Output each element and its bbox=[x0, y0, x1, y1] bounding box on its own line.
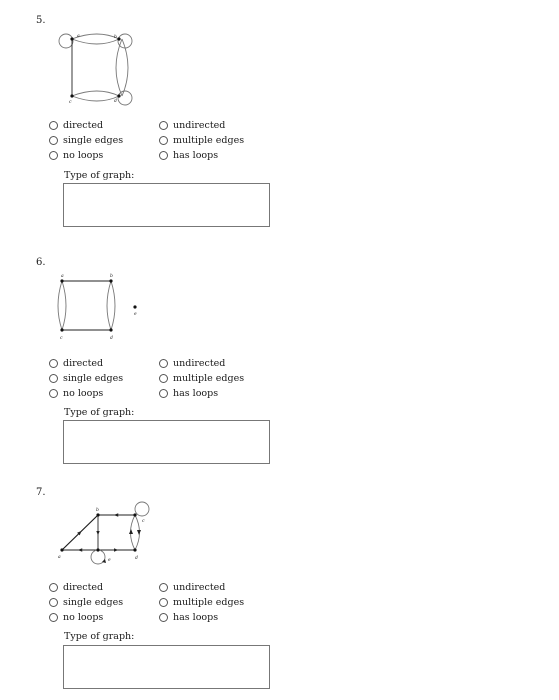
option-multiple-edges[interactable] bbox=[159, 595, 244, 609]
option-label: no loops bbox=[63, 387, 104, 399]
option-single-edges[interactable] bbox=[49, 133, 123, 147]
option-multiple-edges[interactable] bbox=[159, 371, 244, 385]
graph-6-svg bbox=[50, 270, 145, 345]
answer-box[interactable] bbox=[63, 420, 270, 464]
vertex-label-a: a bbox=[77, 34, 80, 39]
answer-label: Type of graph: bbox=[64, 631, 135, 642]
problem-number: 7. bbox=[36, 487, 46, 498]
answer-box[interactable] bbox=[63, 183, 270, 227]
radio-single-edges[interactable] bbox=[49, 598, 58, 607]
option-label: directed bbox=[63, 581, 104, 593]
option-undirected[interactable] bbox=[159, 356, 225, 370]
edge-bd-2 bbox=[111, 281, 115, 330]
vertex-label-e: e bbox=[134, 312, 137, 317]
vertex-c bbox=[133, 513, 136, 516]
option-no-loops[interactable] bbox=[49, 148, 103, 162]
radio-has-loops[interactable] bbox=[159, 613, 168, 622]
option-has-loops[interactable] bbox=[159, 610, 218, 624]
loop-d bbox=[118, 91, 132, 105]
arrow-c-to-d bbox=[137, 530, 141, 535]
radio-no-loops[interactable] bbox=[49, 389, 58, 398]
radio-single-edges[interactable] bbox=[49, 374, 58, 383]
graph-5-svg bbox=[50, 28, 140, 110]
graph-7-svg bbox=[50, 495, 160, 575]
option-label: multiple edges bbox=[173, 596, 245, 608]
vertex-d bbox=[109, 328, 112, 331]
vertex-label-a: a bbox=[61, 274, 64, 279]
vertex-d bbox=[117, 94, 120, 97]
option-multiple-edges[interactable] bbox=[159, 133, 244, 147]
option-label: undirected bbox=[173, 119, 226, 131]
vertex-e bbox=[133, 305, 136, 308]
option-directed[interactable] bbox=[49, 118, 103, 132]
radio-has-loops[interactable] bbox=[159, 389, 168, 398]
vertex-a bbox=[60, 548, 63, 551]
radio-multiple-edges[interactable] bbox=[159, 136, 168, 145]
edge-ac-2 bbox=[62, 281, 66, 330]
radio-single-edges[interactable] bbox=[49, 136, 58, 145]
radio-directed[interactable] bbox=[49, 121, 58, 130]
edge-cd-2 bbox=[72, 96, 119, 101]
option-directed[interactable] bbox=[49, 356, 103, 370]
radio-multiple-edges[interactable] bbox=[159, 374, 168, 383]
graph-figure bbox=[50, 270, 145, 345]
vertex-label-e: e bbox=[108, 558, 111, 563]
option-label: multiple edges bbox=[173, 134, 245, 146]
vertex-label-d: d bbox=[135, 556, 138, 561]
radio-directed[interactable] bbox=[49, 583, 58, 592]
vertex-d bbox=[133, 548, 136, 551]
option-undirected[interactable] bbox=[159, 118, 225, 132]
radio-no-loops[interactable] bbox=[49, 613, 58, 622]
option-label: no loops bbox=[63, 149, 104, 161]
radio-undirected[interactable] bbox=[159, 121, 168, 130]
option-single-edges[interactable] bbox=[49, 371, 123, 385]
option-single-edges[interactable] bbox=[49, 595, 123, 609]
radio-undirected[interactable] bbox=[159, 359, 168, 368]
option-label: has loops bbox=[173, 611, 219, 623]
edge-bd-1 bbox=[107, 281, 111, 330]
option-label: has loops bbox=[173, 387, 219, 399]
radio-has-loops[interactable] bbox=[159, 151, 168, 160]
option-directed[interactable] bbox=[49, 580, 103, 594]
radio-no-loops[interactable] bbox=[49, 151, 58, 160]
option-label: directed bbox=[63, 119, 104, 131]
option-label: no loops bbox=[63, 611, 104, 623]
vertex-c bbox=[60, 328, 63, 331]
option-no-loops[interactable] bbox=[49, 610, 103, 624]
option-label: single edges bbox=[63, 134, 124, 146]
radio-undirected[interactable] bbox=[159, 583, 168, 592]
radio-multiple-edges[interactable] bbox=[159, 598, 168, 607]
answer-label: Type of graph: bbox=[64, 170, 135, 181]
option-has-loops[interactable] bbox=[159, 148, 218, 162]
vertex-a bbox=[60, 279, 63, 282]
vertex-a bbox=[70, 37, 73, 40]
vertex-e bbox=[96, 548, 99, 551]
loop-c bbox=[135, 502, 149, 516]
vertex-b bbox=[117, 37, 120, 40]
graph-figure bbox=[50, 28, 140, 110]
option-label: undirected bbox=[173, 581, 226, 593]
loop-a bbox=[59, 34, 73, 48]
edge-bd-1 bbox=[116, 39, 122, 96]
vertex-b bbox=[109, 279, 112, 282]
vertex-label-a: a bbox=[58, 555, 61, 560]
answer-label: Type of graph: bbox=[64, 407, 135, 418]
option-label: single edges bbox=[63, 596, 124, 608]
vertex-label-d: d bbox=[114, 99, 117, 104]
loop-b bbox=[118, 34, 132, 48]
vertex-b bbox=[96, 513, 99, 516]
vertex-label-d: d bbox=[110, 336, 113, 341]
problem-number: 6. bbox=[36, 257, 46, 268]
option-label: undirected bbox=[173, 357, 226, 369]
option-label: has loops bbox=[173, 149, 219, 161]
vertex-label-b: b bbox=[96, 508, 99, 513]
vertex-label-c: c bbox=[142, 519, 145, 524]
option-undirected[interactable] bbox=[159, 580, 225, 594]
vertex-label-b: b bbox=[110, 274, 113, 279]
edge-cd-1 bbox=[72, 91, 119, 96]
option-has-loops[interactable] bbox=[159, 386, 218, 400]
vertex-label-b: b bbox=[114, 35, 117, 40]
option-no-loops[interactable] bbox=[49, 386, 103, 400]
vertex-label-c: c bbox=[69, 100, 72, 105]
answer-box[interactable] bbox=[63, 645, 270, 689]
edge-ac-1 bbox=[58, 281, 62, 330]
edge-ab-2 bbox=[72, 39, 119, 44]
vertex-label-c: c bbox=[60, 336, 63, 341]
radio-directed[interactable] bbox=[49, 359, 58, 368]
option-label: multiple edges bbox=[173, 372, 245, 384]
arrow-d-to-c bbox=[129, 529, 133, 534]
graph-figure bbox=[50, 495, 160, 575]
option-label: directed bbox=[63, 357, 104, 369]
option-label: single edges bbox=[63, 372, 124, 384]
vertex-c bbox=[70, 94, 73, 97]
problem-number: 5. bbox=[36, 15, 46, 26]
